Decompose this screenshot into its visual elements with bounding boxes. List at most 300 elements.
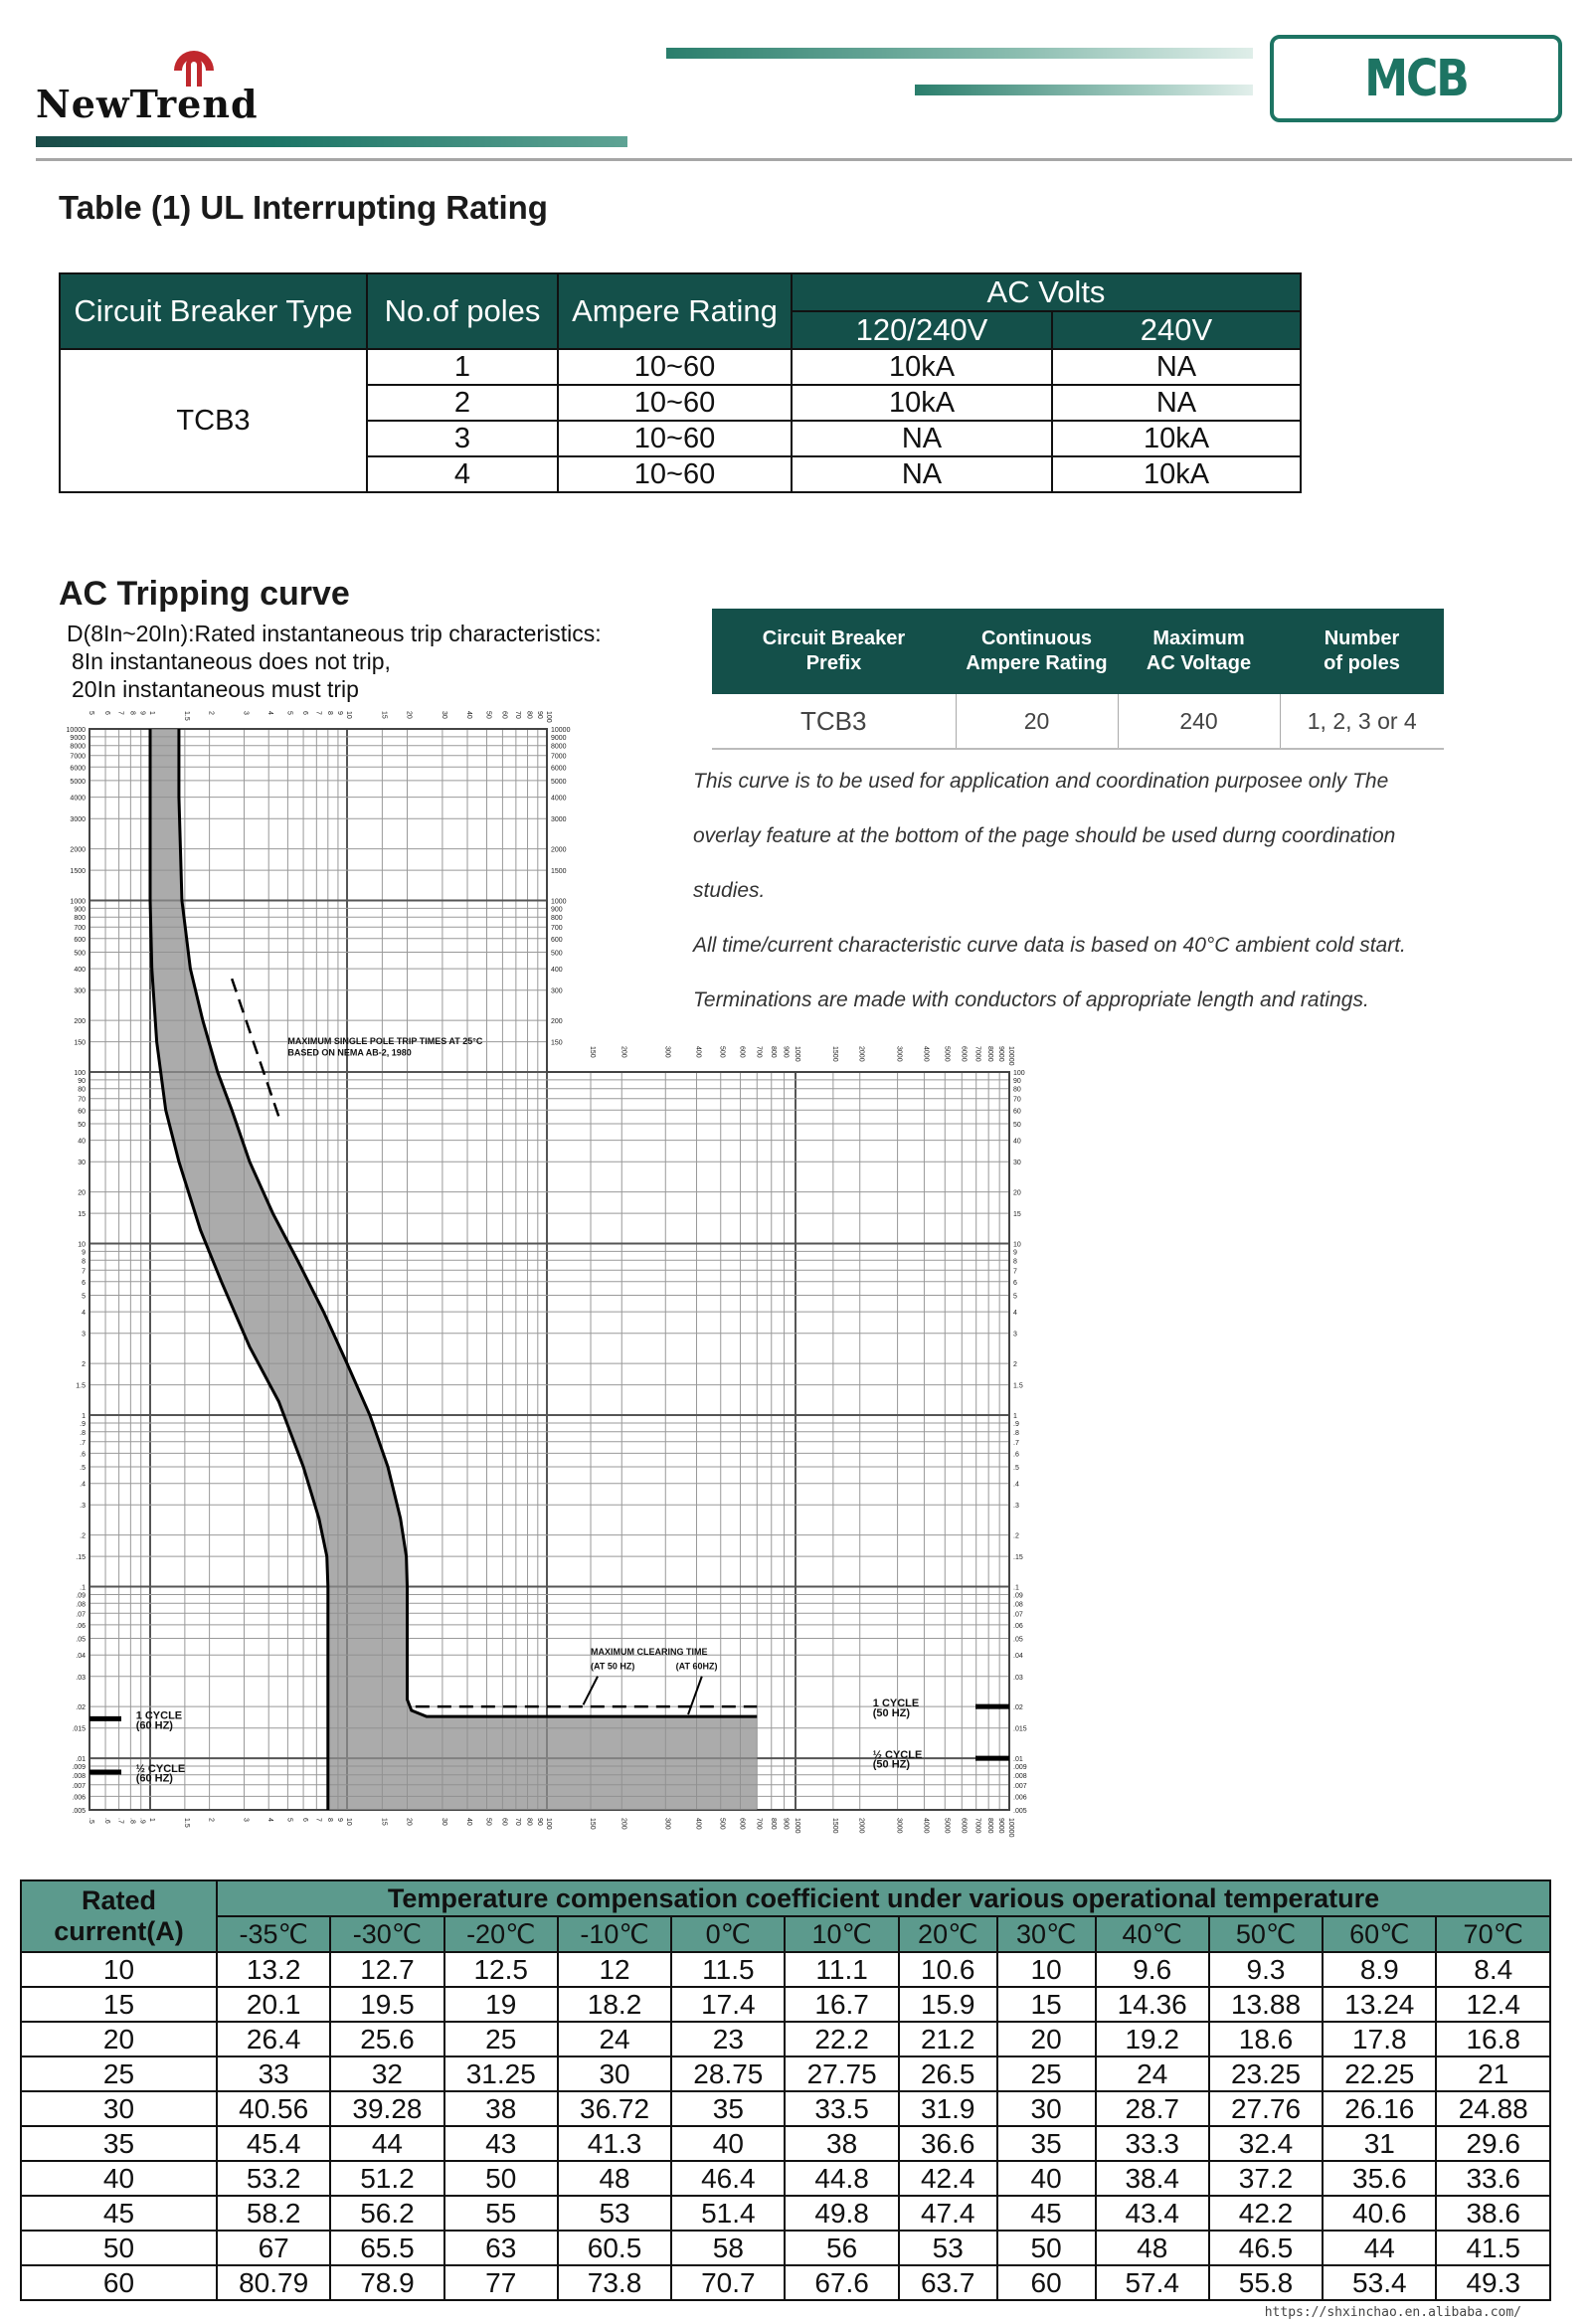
category-badge-label: MCB [1364, 49, 1468, 108]
y-tick-label-left: 90 [78, 1077, 86, 1085]
poles-cell: 3 [367, 421, 558, 456]
coefficient-cell: 19.5 [330, 1987, 443, 2022]
rated-current-cell: 35 [21, 2126, 217, 2161]
y-tick-label-right: .2 [1013, 1532, 1019, 1540]
y-tick-label-left: .03 [76, 1674, 86, 1682]
x-tick-label-top: 8 [128, 711, 136, 715]
coefficient-cell: 40 [997, 2161, 1096, 2196]
y-tick-label-right: 4000 [551, 795, 567, 803]
col-header-prefix: Circuit Breaker Prefix [712, 609, 956, 694]
x-tick-label-top: 9 [138, 711, 146, 715]
x-tick-label-bottom: .7 [116, 1818, 124, 1824]
y-tick-label-left: .015 [72, 1725, 86, 1733]
y-tick-label-right: 2 [1013, 1361, 1017, 1369]
coefficient-cell: 38 [785, 2126, 898, 2161]
x-tick-label-top: 300 [663, 1046, 671, 1058]
x-tick-label-bottom: 7000 [973, 1818, 981, 1834]
y-tick-label-right: .07 [1013, 1611, 1023, 1619]
col-header-ampere: Ampere Rating [558, 273, 792, 349]
coefficient-cell: 53.4 [1323, 2265, 1436, 2300]
y-tick-label-right: .09 [1013, 1592, 1023, 1600]
y-tick-label-right: .4 [1013, 1481, 1019, 1489]
coefficient-cell: 21.2 [899, 2022, 997, 2056]
y-tick-label-right: 400 [551, 967, 563, 975]
coefficient-cell: 35.6 [1323, 2161, 1436, 2196]
x-tick-label-top: 2 [207, 711, 215, 715]
x-tick-label-bottom: 300 [663, 1818, 671, 1830]
x-tick-label-top: 20 [405, 711, 413, 719]
x-tick-label-top: 500 [718, 1046, 726, 1058]
y-tick-label-right: 3000 [551, 816, 567, 824]
coefficient-cell: 49.8 [785, 2196, 898, 2231]
coefficient-cell: 23.25 [1209, 2056, 1323, 2091]
coefficient-cell: 30 [997, 2091, 1096, 2126]
coefficient-cell: 38.4 [1096, 2161, 1209, 2196]
y-tick-label-right: 2000 [551, 846, 567, 854]
y-tick-label-right: 8000 [551, 743, 567, 751]
x-tick-label-top: 1 [148, 711, 155, 715]
coefficient-cell: 80.79 [217, 2265, 330, 2300]
voltage-cell: 240 [1118, 694, 1280, 749]
coefficient-cell: 45 [997, 2196, 1096, 2231]
coefficient-cell: 27.76 [1209, 2091, 1323, 2126]
rated-current-cell: 40 [21, 2161, 217, 2196]
coefficient-cell: 10.6 [899, 1952, 997, 1987]
x-tick-label-bottom: 400 [694, 1818, 702, 1830]
y-tick-label-left: 2 [82, 1361, 86, 1369]
y-tick-label-right: 1 [1013, 1413, 1017, 1421]
coefficient-cell: 41.3 [558, 2126, 671, 2161]
table-row [21, 2056, 1550, 2091]
x-tick-label-top: 7 [116, 711, 124, 715]
y-tick-label-left: 50 [78, 1121, 86, 1129]
y-tick-label-left: .15 [76, 1554, 86, 1562]
coefficient-cell: 11.1 [785, 1952, 898, 1987]
coefficient-cell: 12 [558, 1952, 671, 1987]
x-tick-label-top: 8 [325, 711, 333, 715]
coefficient-cell: 57.4 [1096, 2265, 1209, 2300]
y-tick-label-left: 4 [82, 1310, 86, 1318]
coefficient-cell: 25 [444, 2022, 558, 2056]
coefficient-cell: 19.2 [1096, 2022, 1209, 2056]
col-header-temperature: -10℃ [558, 1916, 671, 1952]
coefficient-cell: 40 [671, 2126, 785, 2161]
ampere-cell: 20 [956, 694, 1118, 749]
x-tick-label-top: 1500 [830, 1046, 838, 1062]
coefficient-cell: 35 [671, 2091, 785, 2126]
x-tick-label-top: 60 [500, 711, 508, 719]
x-tick-label-bottom: 9000 [997, 1818, 1005, 1834]
y-tick-label-right: 50 [1013, 1121, 1021, 1129]
coefficient-cell: 56.2 [330, 2196, 443, 2231]
col-header-poles: No.of poles [367, 273, 558, 349]
x-tick-label-bottom: 2 [207, 1818, 215, 1822]
x-tick-label-bottom: 40 [465, 1818, 473, 1826]
x-tick-label-top: 6 [103, 711, 111, 715]
rated-current-cell: 10 [21, 1952, 217, 1987]
coefficient-cell: 48 [558, 2161, 671, 2196]
ul-table-title: Table (1) UL Interrupting Rating [59, 189, 548, 226]
y-tick-label-left: 700 [74, 925, 86, 933]
coefficient-cell: 48 [1096, 2231, 1209, 2265]
col-header-120-240v: 120/240V [792, 311, 1052, 349]
coefficient-cell: 73.8 [558, 2265, 671, 2300]
y-tick-label-left: .2 [80, 1532, 86, 1540]
y-tick-label-left: .06 [76, 1622, 86, 1630]
chart-annotation: ½ CYCLE [135, 1763, 186, 1776]
rated-current-cell: 45 [21, 2196, 217, 2231]
coefficient-cell: 78.9 [330, 2265, 443, 2300]
coefficient-cell: 18.2 [558, 1987, 671, 2022]
tripping-line: D(8In~20In):Rated instantaneous trip characteristics: [67, 621, 602, 646]
y-tick-label-left: .1 [80, 1584, 86, 1592]
y-tick-label-right: .3 [1013, 1503, 1019, 1511]
y-tick-label-right: 70 [1013, 1096, 1021, 1104]
y-tick-label-left: 3 [82, 1331, 86, 1339]
y-tick-label-right: .7 [1013, 1439, 1019, 1447]
coefficient-cell: 31 [1323, 2126, 1436, 2161]
coefficient-cell: 63.7 [899, 2265, 997, 2300]
y-tick-label-right: .15 [1013, 1554, 1023, 1562]
y-tick-label-right: 15 [1013, 1211, 1021, 1219]
y-tick-label-left: .3 [80, 1503, 86, 1511]
curve-nema-ab2 [232, 979, 278, 1117]
table-row [21, 1952, 1550, 1987]
x-tick-label-top: 100 [545, 711, 552, 723]
col-header-temperature: -30℃ [330, 1916, 443, 1952]
poles-cell: 2 [367, 385, 558, 421]
chart-annotation: MAXIMUM CLEARING TIME [591, 1647, 708, 1658]
y-tick-label-left: 8 [82, 1258, 86, 1266]
y-tick-label-right: .008 [1013, 1772, 1027, 1780]
chart-annotation: MAXIMUM SINGLE POLE TRIP TIMES AT 25°C [287, 1036, 483, 1047]
y-tick-label-right: 800 [551, 915, 563, 923]
coefficient-cell: 16.7 [785, 1987, 898, 2022]
coefficient-cell: 31.25 [444, 2056, 558, 2091]
coefficient-cell: 15 [997, 1987, 1096, 2022]
col-header-number-poles: Number of poles [1280, 609, 1444, 694]
coefficient-cell: 25.6 [330, 2022, 443, 2056]
coefficient-cell: 50 [997, 2231, 1096, 2265]
y-tick-label-left: .01 [76, 1756, 86, 1764]
coefficient-cell: 41.5 [1436, 2231, 1550, 2265]
col-header-temperature: 70℃ [1436, 1916, 1550, 1952]
y-tick-label-left: .02 [76, 1704, 86, 1712]
y-tick-label-left: .007 [72, 1782, 86, 1790]
x-tick-label-bottom: 7 [314, 1818, 322, 1822]
y-tick-label-right: .9 [1013, 1420, 1019, 1428]
rated-current-cell: 25 [21, 2056, 217, 2091]
x-tick-label-bottom: 4 [266, 1818, 274, 1822]
poles-cell: 1, 2, 3 or 4 [1280, 694, 1444, 749]
chart-annotation: ½ CYCLE [872, 1749, 923, 1762]
y-tick-label-right: 1000 [551, 898, 567, 906]
col-header-temperature: 0℃ [671, 1916, 785, 1952]
coefficient-cell: 13.88 [1209, 1987, 1323, 2022]
y-tick-label-left: 500 [74, 950, 86, 958]
table-row [21, 2161, 1550, 2196]
y-tick-label-left: .05 [76, 1636, 86, 1644]
coefficient-cell: 31.9 [899, 2091, 997, 2126]
chart-annotation: (50 HZ) [872, 1707, 911, 1720]
note-line: overlay feature at the bottom of the page should be used durng coordination [693, 824, 1396, 847]
table-row [21, 2265, 1550, 2300]
coefficient-cell: 26.5 [899, 2056, 997, 2091]
coefficient-cell: 28.7 [1096, 2091, 1209, 2126]
y-tick-label-left: 200 [74, 1018, 86, 1026]
col-header-max-voltage: Maximum AC Voltage [1118, 609, 1280, 694]
x-tick-label-bottom: 5000 [943, 1818, 951, 1834]
table-row [21, 2126, 1550, 2161]
y-tick-label-right: 300 [551, 987, 563, 995]
chart-annotation: (60 HZ) [135, 1719, 173, 1732]
coefficient-cell: 27.75 [785, 2056, 898, 2091]
v2-cell: 10kA [1052, 421, 1301, 456]
brand-name: NewTrend [36, 82, 259, 126]
x-tick-label-bottom: 15 [380, 1818, 388, 1826]
col-header-temperature: 30℃ [997, 1916, 1096, 1952]
coefficient-cell: 9.6 [1096, 1952, 1209, 1987]
coefficient-cell: 13.2 [217, 1952, 330, 1987]
y-tick-label-left: .009 [72, 1763, 86, 1771]
coefficient-cell: 53 [899, 2231, 997, 2265]
coefficient-cell: 39.28 [330, 2091, 443, 2126]
coefficient-cell: 33.6 [1436, 2161, 1550, 2196]
tripping-description [67, 620, 602, 703]
y-tick-label-right: 7000 [551, 753, 567, 761]
x-tick-label-bottom: .6 [103, 1818, 111, 1824]
ampere-cell: 10~60 [558, 421, 792, 456]
chart-annotation: (AT 50 HZ) [591, 1661, 635, 1672]
x-tick-label-bottom: 70 [513, 1818, 521, 1826]
coefficient-cell: 55 [444, 2196, 558, 2231]
y-tick-label-left: 5000 [70, 778, 86, 786]
y-tick-label-right: 1.5 [1013, 1382, 1023, 1390]
x-tick-label-bottom: 9 [335, 1818, 343, 1822]
coefficient-cell: 42.2 [1209, 2196, 1323, 2231]
y-tick-label-left: .07 [76, 1611, 86, 1619]
x-tick-label-bottom: 900 [782, 1818, 790, 1830]
rated-current-cell: 60 [21, 2265, 217, 2300]
v2-cell: NA [1052, 385, 1301, 421]
coefficient-cell: 65.5 [330, 2231, 443, 2265]
coefficient-cell: 18.6 [1209, 2022, 1323, 2056]
y-tick-label-left: .4 [80, 1481, 86, 1489]
y-tick-label-left: .5 [80, 1464, 86, 1472]
x-tick-label-bottom: 5 [285, 1818, 293, 1822]
y-tick-label-right: .009 [1013, 1763, 1027, 1771]
coefficient-cell: 8.4 [1436, 1952, 1550, 1987]
coefficient-cell: 43.4 [1096, 2196, 1209, 2231]
y-tick-label-left: .008 [72, 1772, 86, 1780]
poles-cell: 4 [367, 456, 558, 492]
y-tick-label-left: 1.5 [76, 1382, 86, 1390]
x-tick-label-bottom: 3 [242, 1818, 250, 1822]
table-row [21, 2091, 1550, 2126]
coefficient-cell: 38.6 [1436, 2196, 1550, 2231]
coefficient-cell: 32 [330, 2056, 443, 2091]
y-tick-label-right: 60 [1013, 1108, 1021, 1116]
col-header-240v: 240V [1052, 311, 1301, 349]
temperature-compensation-table [20, 1879, 1551, 2301]
coefficient-cell: 44.8 [785, 2161, 898, 2196]
coefficient-cell: 21 [1436, 2056, 1550, 2091]
x-tick-label-top: 400 [694, 1046, 702, 1058]
x-tick-label-top: 9 [335, 711, 343, 715]
coefficient-cell: 24.88 [1436, 2091, 1550, 2126]
coefficient-cell: 8.9 [1323, 1952, 1436, 1987]
coefficient-cell: 23 [671, 2022, 785, 2056]
x-tick-label-bottom: 1500 [830, 1818, 838, 1834]
x-tick-label-top: 800 [769, 1046, 777, 1058]
coefficient-cell: 60 [997, 2265, 1096, 2300]
note-line: This curve is to be used for application and coordination purposee only The [693, 770, 1389, 793]
tripping-line: 20In instantaneous must trip [72, 676, 359, 702]
y-tick-label-right: .01 [1013, 1756, 1023, 1764]
x-tick-label-top: 9000 [997, 1046, 1005, 1062]
col-header-temperature: -20℃ [444, 1916, 558, 1952]
coefficient-cell: 70.7 [671, 2265, 785, 2300]
y-tick-label-right: .04 [1013, 1653, 1023, 1661]
y-tick-label-right: .03 [1013, 1674, 1023, 1682]
coefficient-cell: 25 [997, 2056, 1096, 2091]
coefficient-cell: 12.4 [1436, 1987, 1550, 2022]
coefficient-cell: 67 [217, 2231, 330, 2265]
poles-cell: 1 [367, 349, 558, 385]
x-tick-label-top: 7000 [973, 1046, 981, 1062]
header-accent-bar [666, 48, 1253, 59]
x-tick-label-top: 40 [465, 711, 473, 719]
coefficient-cell: 47.4 [899, 2196, 997, 2231]
x-tick-label-top: 70 [513, 711, 521, 719]
y-tick-label-right: .007 [1013, 1782, 1027, 1790]
coefficient-cell: 46.4 [671, 2161, 785, 2196]
coefficient-cell: 28.75 [671, 2056, 785, 2091]
coefficient-cell: 22.25 [1323, 2056, 1436, 2091]
coefficient-cell: 11.5 [671, 1952, 785, 1987]
x-tick-label-bottom: 1000 [794, 1818, 800, 1834]
y-tick-label-left: 600 [74, 936, 86, 944]
col-header-temperature-group: Temperature compensation coefficient under various operational temperature [217, 1880, 1550, 1916]
x-tick-label-bottom: 6000 [960, 1818, 968, 1834]
y-tick-label-right: .02 [1013, 1704, 1023, 1712]
x-tick-label-top: 150 [589, 1046, 597, 1058]
x-tick-label-top: 10 [345, 711, 352, 719]
coefficient-cell: 26.4 [217, 2022, 330, 2056]
y-tick-label-left: 800 [74, 915, 86, 923]
chart-annotation: (60 HZ) [135, 1772, 173, 1785]
y-tick-label-right: .006 [1013, 1794, 1027, 1802]
y-tick-label-right: .08 [1013, 1601, 1023, 1609]
y-tick-label-right: 9 [1013, 1249, 1017, 1257]
y-tick-label-left: 1000 [70, 898, 86, 906]
category-badge [1270, 35, 1562, 122]
coefficient-cell: 26.16 [1323, 2091, 1436, 2126]
y-tick-label-right: 20 [1013, 1189, 1021, 1197]
x-tick-label-top: 50 [484, 711, 492, 719]
y-tick-label-right: 6000 [551, 765, 567, 773]
coefficient-cell: 44 [1323, 2231, 1436, 2265]
coefficient-cell: 20.1 [217, 1987, 330, 2022]
y-tick-label-right: 10 [1013, 1241, 1021, 1249]
y-tick-label-right: .005 [1013, 1808, 1027, 1815]
x-tick-label-bottom: 8 [325, 1818, 333, 1822]
y-tick-label-left: 5 [82, 1293, 86, 1301]
y-tick-label-right: 5 [1013, 1293, 1017, 1301]
y-tick-label-left: .005 [72, 1808, 86, 1815]
y-tick-label-left: 100 [74, 1070, 86, 1078]
x-tick-label-top: 4 [266, 711, 274, 715]
x-tick-label-top: 5 [88, 711, 94, 715]
y-tick-label-right: .05 [1013, 1636, 1023, 1644]
y-tick-label-right: 4 [1013, 1310, 1017, 1318]
v1-cell: NA [792, 421, 1052, 456]
coefficient-cell: 45.4 [217, 2126, 330, 2161]
y-tick-label-right: 600 [551, 936, 563, 944]
x-tick-label-bottom: 600 [738, 1818, 746, 1830]
x-tick-label-bottom: 700 [755, 1818, 763, 1830]
x-tick-label-top: 10000 [1007, 1046, 1014, 1066]
table-row [21, 2231, 1550, 2265]
x-tick-label-top: 3000 [895, 1046, 903, 1062]
tripping-curve-chart [0, 696, 1054, 1840]
header-accent-bar [915, 85, 1253, 95]
x-tick-label-bottom: 8000 [986, 1818, 994, 1834]
x-tick-label-top: 7 [314, 711, 322, 715]
x-tick-label-bottom: 10000 [1007, 1818, 1014, 1838]
y-tick-label-left: 1500 [70, 868, 86, 876]
coefficient-cell: 40.6 [1323, 2196, 1436, 2231]
y-tick-label-right: 30 [1013, 1160, 1021, 1167]
y-tick-label-left: 6000 [70, 765, 86, 773]
y-tick-label-left: 8000 [70, 743, 86, 751]
y-tick-label-left: 6 [82, 1279, 86, 1287]
y-tick-label-right: 3 [1013, 1331, 1017, 1339]
coefficient-cell: 15.9 [899, 1987, 997, 2022]
col-header-temperature: 60℃ [1323, 1916, 1436, 1952]
coefficient-cell: 37.2 [1209, 2161, 1323, 2196]
x-tick-label-bottom: 2000 [857, 1818, 865, 1834]
x-tick-label-bottom: 6 [301, 1818, 309, 1822]
header-accent-bar [36, 136, 627, 147]
y-tick-label-left: 15 [78, 1211, 86, 1219]
x-tick-label-top: 5000 [943, 1046, 951, 1062]
coefficient-cell: 33 [217, 2056, 330, 2091]
col-header-temperature: 20℃ [899, 1916, 997, 1952]
y-tick-label-right: 700 [551, 925, 563, 933]
v1-cell: NA [792, 456, 1052, 492]
coefficient-cell: 36.72 [558, 2091, 671, 2126]
col-header-rated-current: Rated current(A) [21, 1880, 217, 1952]
y-tick-label-left: .7 [80, 1439, 86, 1447]
col-header-temperature: 40℃ [1096, 1916, 1209, 1952]
y-tick-label-right: .015 [1013, 1725, 1027, 1733]
type-cell: TCB3 [60, 349, 367, 492]
coefficient-cell: 58.2 [217, 2196, 330, 2231]
y-tick-label-right: 90 [1013, 1077, 1021, 1085]
y-tick-label-left: .6 [80, 1451, 86, 1459]
x-tick-label-top: 15 [380, 711, 388, 719]
table-row [60, 349, 1301, 385]
coefficient-cell: 24 [1096, 2056, 1209, 2091]
coefficient-cell: 51.4 [671, 2196, 785, 2231]
y-tick-label-left: 40 [78, 1138, 86, 1146]
x-tick-label-top: 3 [242, 711, 250, 715]
arrow-60hz [688, 1677, 702, 1714]
y-tick-label-left: .9 [80, 1420, 86, 1428]
x-tick-label-top: 2000 [857, 1046, 865, 1062]
y-tick-label-right: 10000 [551, 727, 571, 734]
